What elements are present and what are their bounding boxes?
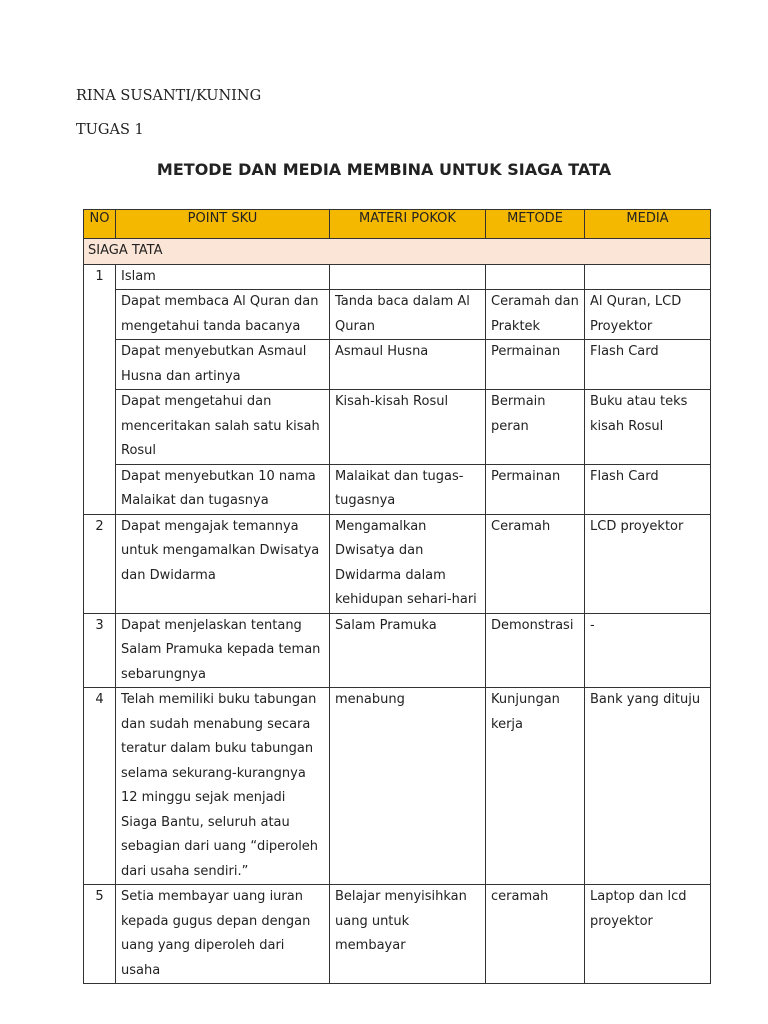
table-row bbox=[84, 340, 711, 390]
cell-point: Dapat mengajak temannya untuk mengamalkan Dwisatya dan Dwidarma bbox=[116, 514, 330, 613]
cell-metode: Ceramah bbox=[486, 514, 585, 613]
document-title: METODE DAN MEDIA MEMBINA UNTUK SIAGA TATA bbox=[156, 160, 612, 179]
cell-media: Al Quran, LCD Proyektor bbox=[585, 290, 711, 340]
cell-metode: Kunjungan kerja bbox=[486, 688, 585, 885]
header-metode: METODE bbox=[486, 210, 585, 239]
table-row bbox=[84, 514, 711, 613]
section-row bbox=[84, 239, 711, 265]
cell-point: Dapat menyebutkan 10 nama Malaikat dan tugasnya bbox=[116, 464, 330, 514]
table-header-row bbox=[84, 210, 711, 239]
cell-media: LCD proyektor bbox=[585, 514, 711, 613]
table-row bbox=[84, 688, 711, 885]
cell-media: Buku atau teks kisah Rosul bbox=[585, 390, 711, 465]
cell-materi: Kisah-kisah Rosul bbox=[330, 390, 486, 465]
cell-materi: Mengamalkan Dwisatya dan Dwidarma dalam kehidupan sehari-hari bbox=[330, 514, 486, 613]
cell-no: 4 bbox=[84, 688, 116, 885]
cell-metode: Permainan bbox=[486, 464, 585, 514]
cell-point: Dapat menyebutkan Asmaul Husna dan artinya bbox=[116, 340, 330, 390]
cell-point: Setia membayar uang iuran kepada gugus depan dengan uang yang diperoleh dari usaha bbox=[116, 885, 330, 984]
table-row bbox=[84, 290, 711, 340]
cell-metode bbox=[486, 264, 585, 290]
header-no: NO bbox=[84, 210, 116, 239]
cell-no: 3 bbox=[84, 613, 116, 688]
cell-materi: Tanda baca dalam Al Quran bbox=[330, 290, 486, 340]
cell-media: Flash Card bbox=[585, 464, 711, 514]
task-label: TUGAS 1 bbox=[76, 122, 144, 138]
cell-point: Dapat membaca Al Quran dan mengetahui tanda bacanya bbox=[116, 290, 330, 340]
cell-point: Dapat mengetahui dan menceritakan salah satu kisah Rosul bbox=[116, 390, 330, 465]
cell-metode: Bermain peran bbox=[486, 390, 585, 465]
cell-media: Laptop dan lcd proyektor bbox=[585, 885, 711, 984]
cell-materi: Belajar menyisihkan uang untuk membayar bbox=[330, 885, 486, 984]
cell-point: Dapat menjelaskan tentang Salam Pramuka kepada teman sebarungnya bbox=[116, 613, 330, 688]
cell-materi: Salam Pramuka bbox=[330, 613, 486, 688]
cell-materi: Malaikat dan tugas-tugasnya bbox=[330, 464, 486, 514]
cell-media bbox=[585, 264, 711, 290]
cell-materi: menabung bbox=[330, 688, 486, 885]
author-name: RINA SUSANTI/KUNING bbox=[76, 88, 262, 104]
cell-no bbox=[84, 290, 116, 340]
cell-no bbox=[84, 340, 116, 390]
cell-point: Telah memiliki buku tabungan dan sudah menabung secara teratur dalam buku tabungan selama sekurang-kurangnya 12 minggu sejak menjadi Siaga Bantu, seluruh atau sebagian dari uang “diperoleh dari usaha sendiri.” bbox=[116, 688, 330, 885]
header-point-sku: POINT SKU bbox=[116, 210, 330, 239]
cell-materi: Asmaul Husna bbox=[330, 340, 486, 390]
cell-media: Bank yang dituju bbox=[585, 688, 711, 885]
table-row bbox=[84, 390, 711, 465]
header-media: MEDIA bbox=[585, 210, 711, 239]
cell-no bbox=[84, 390, 116, 465]
cell-metode: Ceramah dan Praktek bbox=[486, 290, 585, 340]
cell-no: 2 bbox=[84, 514, 116, 613]
section-label: SIAGA TATA bbox=[84, 239, 711, 265]
header-materi-pokok: MATERI POKOK bbox=[330, 210, 486, 239]
table-row bbox=[84, 464, 711, 514]
cell-no: 5 bbox=[84, 885, 116, 984]
cell-no bbox=[84, 464, 116, 514]
cell-no: 1 bbox=[84, 264, 116, 290]
cell-materi bbox=[330, 264, 486, 290]
table-row bbox=[84, 885, 711, 984]
cell-media: - bbox=[585, 613, 711, 688]
cell-metode: ceramah bbox=[486, 885, 585, 984]
cell-metode: Demonstrasi bbox=[486, 613, 585, 688]
cell-media: Flash Card bbox=[585, 340, 711, 390]
table-row bbox=[84, 613, 711, 688]
cell-point: Islam bbox=[116, 264, 330, 290]
cell-metode: Permainan bbox=[486, 340, 585, 390]
sku-table bbox=[83, 209, 711, 984]
table-row bbox=[84, 264, 711, 290]
